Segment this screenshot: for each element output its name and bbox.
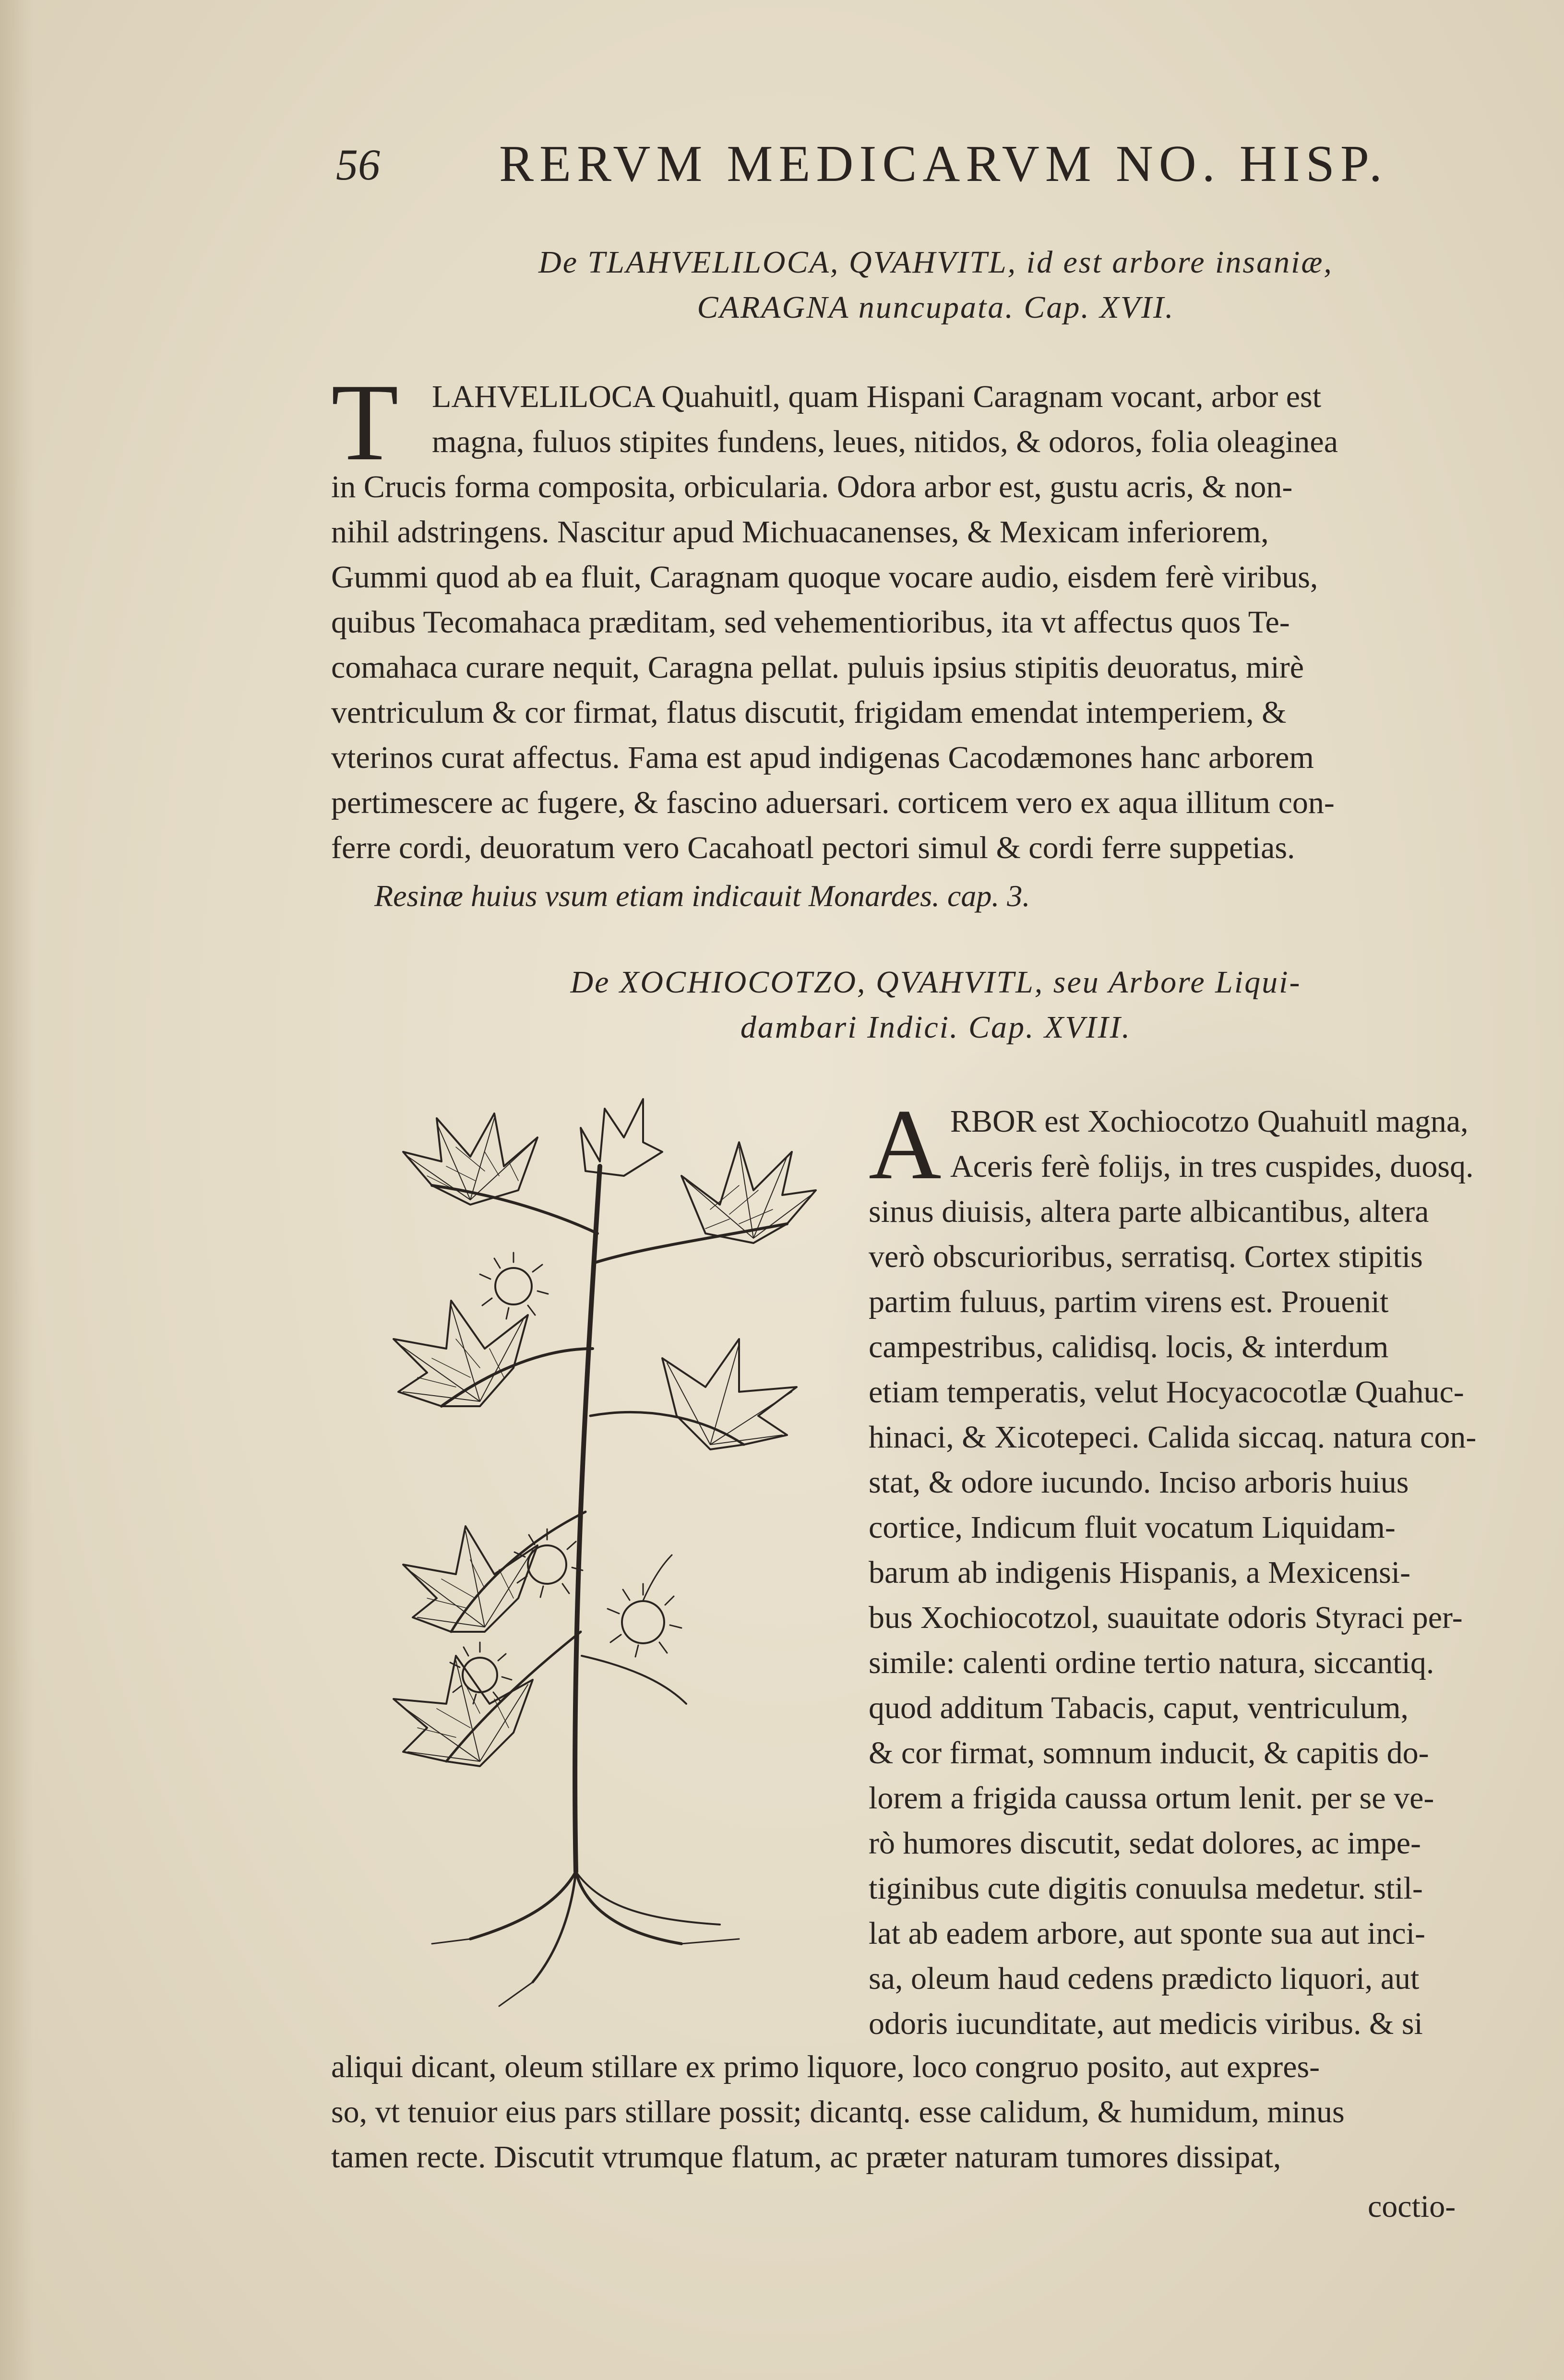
- text-line: quod additum Tabacis, caput, ventriculum,: [869, 1690, 1409, 1725]
- text-line: hinaci, & Xicotepeci. Calida siccaq. natura con-: [869, 1420, 1477, 1455]
- text-line: ventriculum & cor firmat, flatus discutit, frigidam emendat intemperiem, &: [331, 695, 1287, 730]
- text-line: sa, oleum haud cedens prædicto liquori, aut: [869, 1961, 1420, 1996]
- text-line: nihil adstringens. Nascitur apud Michuacanenses, & Mexicam inferiorem,: [331, 514, 1269, 550]
- text-line: quibus Tecomahaca præditam, sed vehementioribus, ita vt affectus quos Te-: [331, 605, 1290, 640]
- text-line: verò obscurioribus, serratisq. Cortex stipitis: [869, 1239, 1423, 1274]
- text-line: cortice, Indicum fluit vocatum Liquidam-: [869, 1510, 1396, 1545]
- text-line: ferre cordi, deuoratum vero Cacahoatl pectori simul & cordi ferre suppetias.: [331, 830, 1295, 865]
- text-line: tamen recte. Discutit vtrumque flatum, ac præter naturam tumores dissipat,: [331, 2140, 1281, 2175]
- plant-woodcut-illustration: [374, 1080, 835, 2025]
- text-line: partim fuluus, partim virens est. Prouenit: [869, 1284, 1389, 1319]
- chapter-heading-line: dambari Indici. Cap. XVIII.: [740, 1010, 1132, 1045]
- chapter-paragraph: [331, 361, 1540, 871]
- text-line: pertimescere ac fugere, & fascino aduersari. corticem vero ex aqua illitum con-: [331, 785, 1335, 820]
- text-line: simile: calenti ordine tertio natura, siccantiq.: [869, 1645, 1434, 1680]
- chapter-heading-line: De XOCHIOCOTZO, QVAHVITL, seu Arbore Liqui-: [570, 965, 1301, 1000]
- chapter-heading: [336, 240, 1536, 330]
- text-line: campestribus, calidisq. locis, & interdum: [869, 1329, 1389, 1364]
- chapter-paragraph-continued: [331, 2045, 1540, 2180]
- text-line: comahaca curare nequit, Caragna pellat. puluis ipsius stipitis deuoratus, mirè: [331, 650, 1304, 685]
- text-line: tiginibus cute digitis conuulsa medetur. stil-: [869, 1871, 1423, 1906]
- text-line: LAHVELILOCA Quahuitl, quam Hispani Caragnam vocant, arbor est: [432, 379, 1322, 414]
- chapter-heading-line: CARAGNA nuncupata. Cap. XVII.: [697, 290, 1175, 325]
- drop-cap: T: [331, 361, 399, 483]
- text-line: Aceris ferè folijs, in tres cuspides, duosq.: [950, 1149, 1474, 1184]
- text-line: barum ab indigenis Hispanis, a Mexicensi-: [869, 1555, 1411, 1590]
- text-line: bus Xochiocotzol, suauitate odoris Styraci per-: [869, 1600, 1463, 1635]
- running-title: RERVM MEDICARVM NO. HISP.: [499, 135, 1388, 192]
- text-line: so, vt tenuior eius pars stillare possit; dicantq. esse calidum, & humidum, minus: [331, 2094, 1345, 2129]
- text-line: etiam temperatis, velut Hocyacocotlæ Quahuc-: [869, 1375, 1464, 1410]
- text-line: rò humores discutit, sedat dolores, ac impe-: [869, 1826, 1421, 1861]
- text-line: & cor firmat, somnum inducit, & capitis do-: [869, 1735, 1429, 1770]
- marginal-note: Resinæ huius vsum etiam indicauit Monardes. cap. 3.: [374, 879, 1030, 913]
- drop-cap: A: [869, 1089, 942, 1200]
- text-line: lorem a frigida caussa ortum lenit. per se ve-: [869, 1781, 1434, 1816]
- catchword: coctio-: [1368, 2189, 1456, 2224]
- chapter-heading: [336, 960, 1536, 1050]
- text-line: aliqui dicant, oleum stillare ex primo liquore, loco congruo posito, aut expres-: [331, 2049, 1320, 2084]
- text-line: stat, & odore iucundo. Inciso arboris huius: [869, 1465, 1409, 1500]
- text-line: vterinos curat affectus. Fama est apud indigenas Cacodæmones hanc arborem: [331, 740, 1314, 775]
- text-line: RBOR est Xochiocotzo Quahuitl magna,: [950, 1104, 1468, 1139]
- text-line: magna, fuluos stipites fundens, leues, nitidos, & odoros, folia oleaginea: [432, 424, 1338, 459]
- chapter-heading-line: De TLAHVELILOCA, QVAHVITL, id est arbore insaniæ,: [538, 245, 1333, 280]
- text-line: lat ab eadem arbore, aut sponte sua aut inci-: [869, 1916, 1426, 1951]
- text-line: Gummi quod ab ea fluit, Caragnam quoque vocare audio, eisdem ferè viribus,: [331, 560, 1318, 595]
- text-line: odoris iucunditate, aut medicis viribus. & si: [869, 2006, 1423, 2041]
- running-head: [331, 130, 1435, 197]
- page-number: 56: [336, 140, 380, 189]
- text-line: in Crucis forma composita, orbicularia. Odora arbor est, gustu acris, & non-: [331, 469, 1293, 504]
- chapter-paragraph: [869, 1089, 1540, 2046]
- text-line: sinus diuisis, altera parte albicantibus, altera: [869, 1194, 1429, 1229]
